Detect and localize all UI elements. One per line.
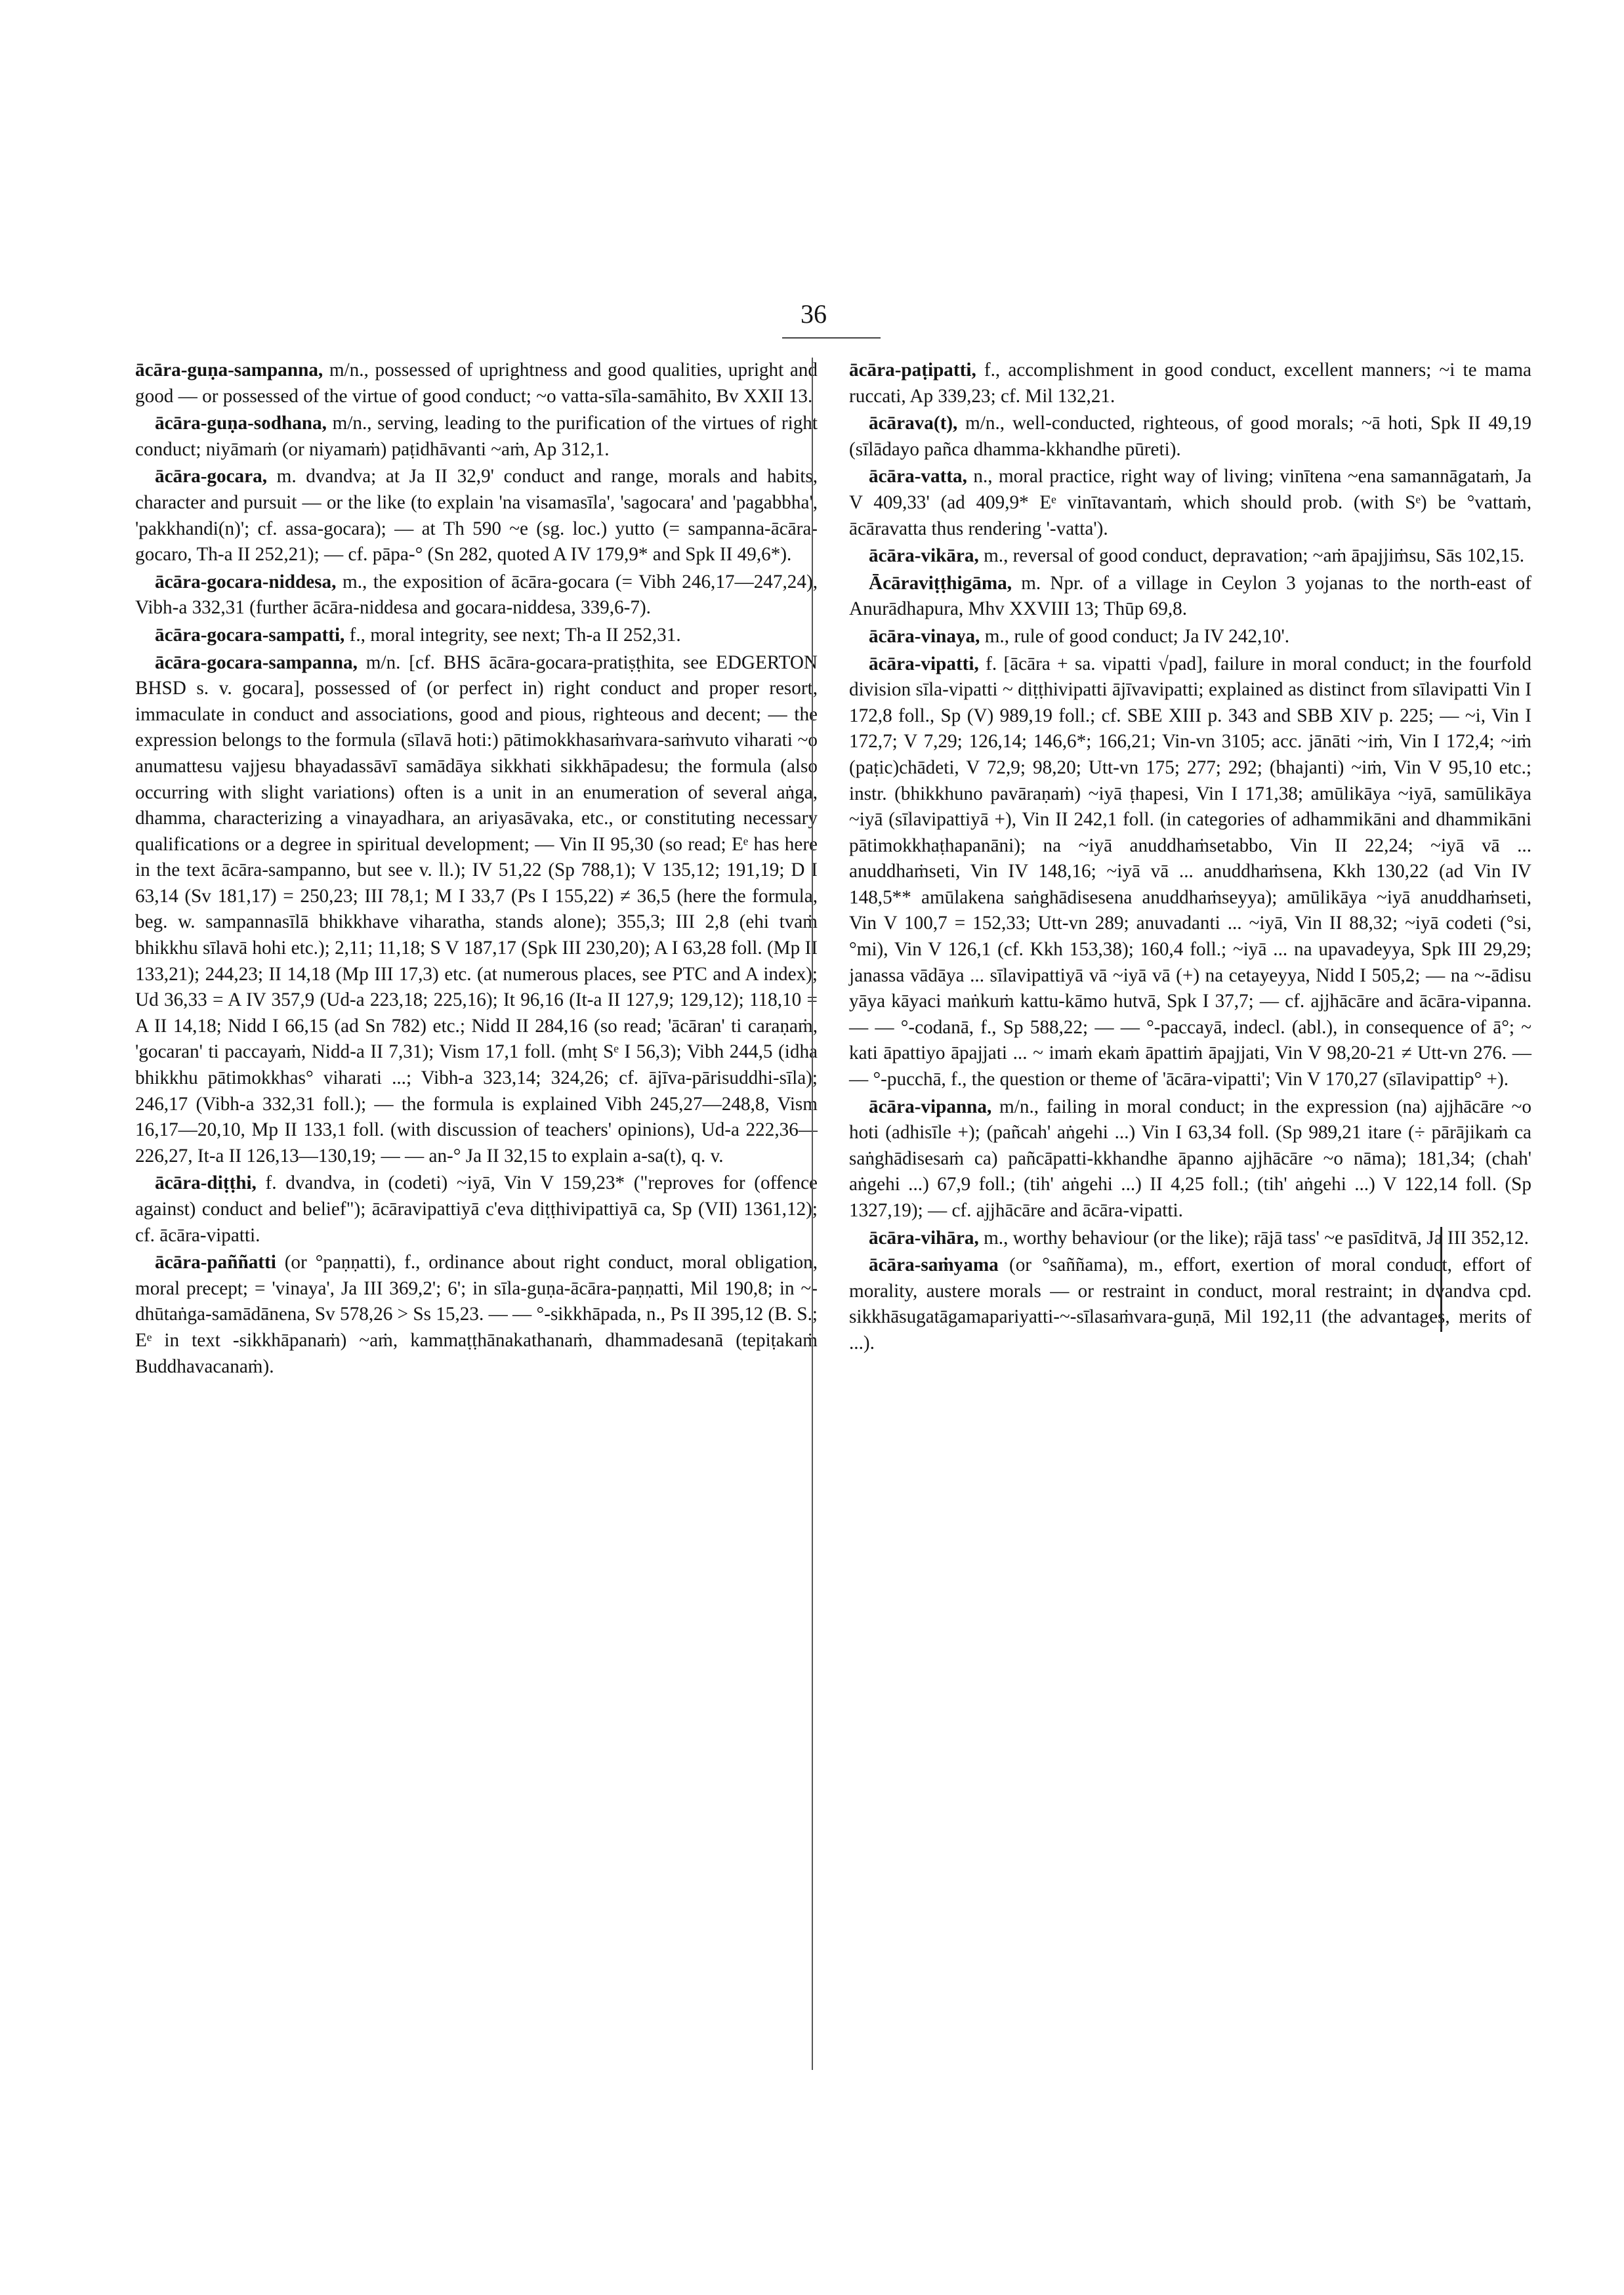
page-number: 36 [801,299,827,329]
entry-text: f. dvandva, in (codeti) ~iyā, Vin V 159,23* ("reproves for (offence against) conduct and belief"); ācāravipattiyā c'eva diṭṭhivipattiyā ca, Sp (VII) 1361,12); cf. ācāra-vipatti. [135,1172,818,1246]
entry-text: n., moral practice, right way of living; vinītena ~ena samannāgataṁ, Ja V 409,33' (ad 409,9* Eᵉ vinītavantaṁ, which should prob. (with Sᵉ) be °vattaṁ, ācāravatta thus rendering '-vatta'). [849,466,1531,539]
headword: ācāra-vipatti, [869,653,979,674]
headword: ācāra-vipanna, [869,1096,992,1117]
dictionary-entry [135,464,818,568]
dictionary-entry [135,569,818,621]
headword: ācāra-saṁyama [869,1254,999,1276]
dictionary-entry [135,1170,818,1249]
entry-text: m/n., possessed of uprightness and good qualities, upright and good — or possessed of the virtue of good conduct; ~o vatta-sīla-samāhito, Bv XXII 13. [135,360,818,407]
entry-text: f., accomplishment in good conduct, excellent manners; ~i te mama ruccati, Ap 339,23; cf. Mil 132,21. [849,360,1531,407]
entry-text: m. dvandva; at Ja II 32,9' conduct and range, morals and habits, character and pursuit — or the like (to explain 'na visamasīla', 'sagocara' and 'pagabbha', 'pakkhandi(n)'; cf. assa-gocara); — at Th 590 ~e (sg. loc.) yutto (= sampanna-ācāra-gocaro, Th-a II 252,21); — cf. pāpa-° (Sn 282, quoted A IV 179,9* and Spk II 49,6*). [135,466,818,566]
entry-text: m., worthy behaviour (or the like); rājā tass' ~e pasīditvā, Ja III 352,12. [978,1227,1529,1249]
entry-text: m/n. [cf. BHS ācāra-gocara-pratiṣṭhita, see EDGERTON BHSD s. v. gocara], possessed of (or perfect in) right conduct and proper resort, immaculate in conduct and associations, good and pious, righteous and decent; — the expression belongs to the formula (sīlavā hoti:) pātimokkhasaṁvara-saṁvuto viharati ~o anumattesu vajjesu bhayadassāvī samādāya sikkhati sikkhāpadesu; the formula (also occurring with slight variations) often is a unit in an enumeration of several aṅga, dhamma, characterizing a vinayadhara, an ariyasāvaka, etc., or constituting necessary qualifications or a degree in spiritual development; — Vin II 95,30 (so read; Eᵉ has here in the text ācāra-sampanno, but see v. ll.); IV 51,22 (Sp 788,1); V 135,12; 191,19; D I 63,14 (Sv 181,17) = 250,23; III 78,1; M I 33,7 (Ps I 155,22) ≠ 36,5 (here the formula, beg. w. sampannasīlā bhikkhave viharatha, stands alone); 355,3; III 2,8 (ehi tvaṁ bhikkhu sīlavā hohi etc.); 2,11; 11,18; S V 187,17 (Spk III 230,20); A I 63,28 foll. (Mp II 133,21); 244,23; II 14,18 (Mp III 17,3) etc. (at numerous places, see PTC and A index); Ud 36,33 = A IV 357,9 (Ud-a 223,18; 225,16); It 96,16 (It-a II 127,9; 129,12); 118,10 = A II 14,18; Nidd I 66,15 (ad Sn 782) etc.; Nidd II 284,16 (so read; 'ācāran' ti caraṇaṁ, 'gocaran' ti paccayaṁ, Nidd-a II 7,31); Vism 17,1 foll. (mhṭ Sᵉ I 56,3); Vibh 244,5 (idha bhikkhu pātimokkhas° viharati ...; Vibh-a 323,14; 324,26; cf. ājīva-pārisuddhi-sīla); 246,17 (Vibh-a 332,31 foll.); — the formula is explained Vibh 245,27—248,8, Vism 16,17—20,10, Mp II 133,1 foll. (with discussion of teachers' opinions), Ud-a 222,36—226,27, It-a II 126,13—130,19; — — an-° Ja II 32,15 to explain a-sa(t), q. v. [135,651,818,1167]
headword: ācāra-diṭṭhi, [155,1172,257,1194]
dictionary-entry [849,358,1531,409]
dictionary-entry [849,464,1531,542]
left-column [135,358,818,1381]
margin-mark [1440,1227,1442,1332]
column-divider [812,358,813,2070]
dictionary-entry [849,1252,1531,1356]
entry-text: (or °paṇṇatti), f., ordinance about right conduct, moral obligation, moral precept; = 'vinaya', Ja III 369,2'; 6'; in sīla-guṇa-ācāra-paṇṇatti, Mil 190,8; in ~-dhūtaṅga-samādānena, Sv 578,26 > Ss 15,23. — — °-sikkhāpada, n., Ps II 395,12 (B. S.; Eᵉ in text -sikkhāpanaṁ) ~aṁ, kammaṭṭhānakathanaṁ, dhammadesanā (tepiṭakaṁ Buddhavacanaṁ). [135,1252,818,1377]
entry-text: f. [ācāra + sa. vipatti √pad], failure in moral conduct; in the fourfold division sīla-vipatti ~ diṭṭhivipatti ājīvavipatti; explained as distinct from sīlavipatti Vin I 172,8 foll., Sp (V) 989,19 foll.; cf. SBE XIII p. 343 and SBB XIV p. 225; — ~i, Vin I 172,7; V 7,29; 126,14; 146,6*; 166,21; Vin-vn 3105; acc. jānāti ~iṁ, Vin I 172,4; ~iṁ (paṭic)chādeti, V 72,9; 98,20; Utt-vn 175; 277; 292; (bhajanti) ~iṁ, Vin V 95,10 etc.; instr. (bhikkhuno pavāraṇaṁ) ~iyā ṭhapesi, Vin I 171,38; amūlikāya ~iyā, samūlikāya ~iyā (sīlavipattiyā +), Vin II 242,1 foll. (in categories of adhammikāni and dhammikāni pātimokkhaṭhapanāni); na ~iyā anuddhaṁsetabbo, Vin II 22,24; ~iyā vā ... anuddhaṁseti, Vin IV 148,16; ~iyā vā ... anuddhaṁsena, Kkh 130,22 (ad Vin IV 148,5** amūlakena saṅghādisesena anuddhaṁseyya); amūlikāya ~iyā anuddhaṁseti, Vin V 100,7 = 152,33; Utt-vn 289; anuvadanti ... ~iyā, Vin II 88,32; ~iyā codeti (°si, °mi), Vin V 126,1 (cf. Kkh 153,38); 160,4 foll.; ~iyā ... na upavadeyya, Spk III 29,29; janassa vādāya ... sīlavipattiyā vā ~iyā vā (+) na cetayeyya, Nidd I 505,2; — na ~-ādisu yāya kāyaci maṅkuṁ kattu-kāmo hutvā, Spk I 37,7; — cf. ajjhācāre and ācāra-vipanna. — — °-codanā, f., Sp 588,22; — — °-paccayā, indecl. (abl.), in consequence of ā°; ~ kati āpattiyo āpajjati ... ~ imaṁ ekaṁ āpattiṁ āpajjati, Vin V 98,20-21 ≠ Utt-vn 276. — — °-pucchā, f., the question or theme of 'ācāra-vipatti'; Vin V 170,27 (sīlavipattip° +). [849,653,1531,1090]
entry-text: m/n., failing in moral conduct; in the expression (na) ajjhācāre ~o hoti (adhisīle +); (pañcah' aṅgehi ...) Vin I 63,34 foll. (Sp 989,21 itare (÷ pārājikaṁ ca saṅghādisesaṁ ca) pañcāpatti-kkhandhe āpanno ajjhācāre ~o nāma); 181,34; (chah' aṅgehi ...) 67,9 foll.; (tih' aṅgehi ...) II 4,25 foll.; (tih' aṅgehi ...) V 122,14 foll. (Sp 1327,19); — cf. ajjhācāre and ācāra-vipatti. [849,1096,1531,1221]
headword: ācāra-gocara-niddesa, [155,571,337,592]
headword: ācāra-guṇa-sodhana, [155,413,327,434]
headword: ācāra-vikāra, [869,545,979,567]
dictionary-entry [135,411,818,463]
dictionary-entry [849,543,1531,569]
entry-text: m. Npr. of a village in Ceylon 3 yojanas to the north-east of Anurādhapura, Mhv XXVIII 13; Thūp 69,8. [849,572,1531,620]
entry-text: m., the exposition of ācāra-gocara (= Vibh 246,17—247,24), Vibh-a 332,31 (further ācāra-niddesa and gocara-niddesa, 339,6-7). [135,571,818,619]
dictionary-entry [849,651,1531,1093]
headword: ācāra-guṇa-sampanna, [135,360,323,381]
headword: ācāra-paññatti [155,1252,276,1273]
headword: ācāra-gocara-sampatti, [155,624,345,646]
dictionary-entry [849,571,1531,623]
entry-text: m., reversal of good conduct, depravation; ~aṁ āpajjiṁsu, Sās 102,15. [978,545,1525,567]
right-column [849,358,1531,1358]
dictionary-entry [135,650,818,1170]
headword: ācāra-vinaya, [869,625,980,647]
headword: ācāra-vihāra, [869,1227,979,1249]
dictionary-entry [135,358,818,409]
dictionary-entry [135,1250,818,1380]
headword: ācāra-vatta, [869,466,967,487]
dictionary-entry [849,411,1531,463]
entry-text: (or °saññama), m., effort, exertion of moral conduct, effort of morality, austere morals — or restraint in conduct, moral restraint; in dvandva cpd. sikkhāsugatāgamapariyatti-~-sīlasaṁvara-guṇā, Mil 192,11 (the advantages, merits of ...). [849,1254,1531,1354]
entry-text: m/n., well-conducted, righteous, of good morals; ~ā hoti, Spk II 49,19 (sīlādayo pañca dhamma-kkhandhe pūreti). [849,413,1531,460]
entry-text: m., rule of good conduct; Ja IV 242,10'. [980,625,1290,647]
dictionary-entry [135,623,818,649]
dictionary-entry [849,1094,1531,1224]
headword: ācāra-gocara, [155,466,267,487]
headword: ācāra-gocara-sampanna, [155,651,358,673]
headword: Ācāraviṭṭhigāma, [869,572,1012,594]
dictionary-entry [849,624,1531,650]
entry-text: m/n., serving, leading to the purification of the virtues of right conduct; niyāmaṁ (or niyamaṁ) paṭidhāvanti ~aṁ, Ap 312,1. [135,413,818,460]
header-rule [782,337,881,339]
entry-text: f., moral integrity, see next; Th-a II 252,31. [344,624,681,646]
dictionary-entry [849,1226,1531,1252]
headword: ācārava(t), [869,413,958,434]
headword: ācāra-paṭipatti, [849,360,976,381]
